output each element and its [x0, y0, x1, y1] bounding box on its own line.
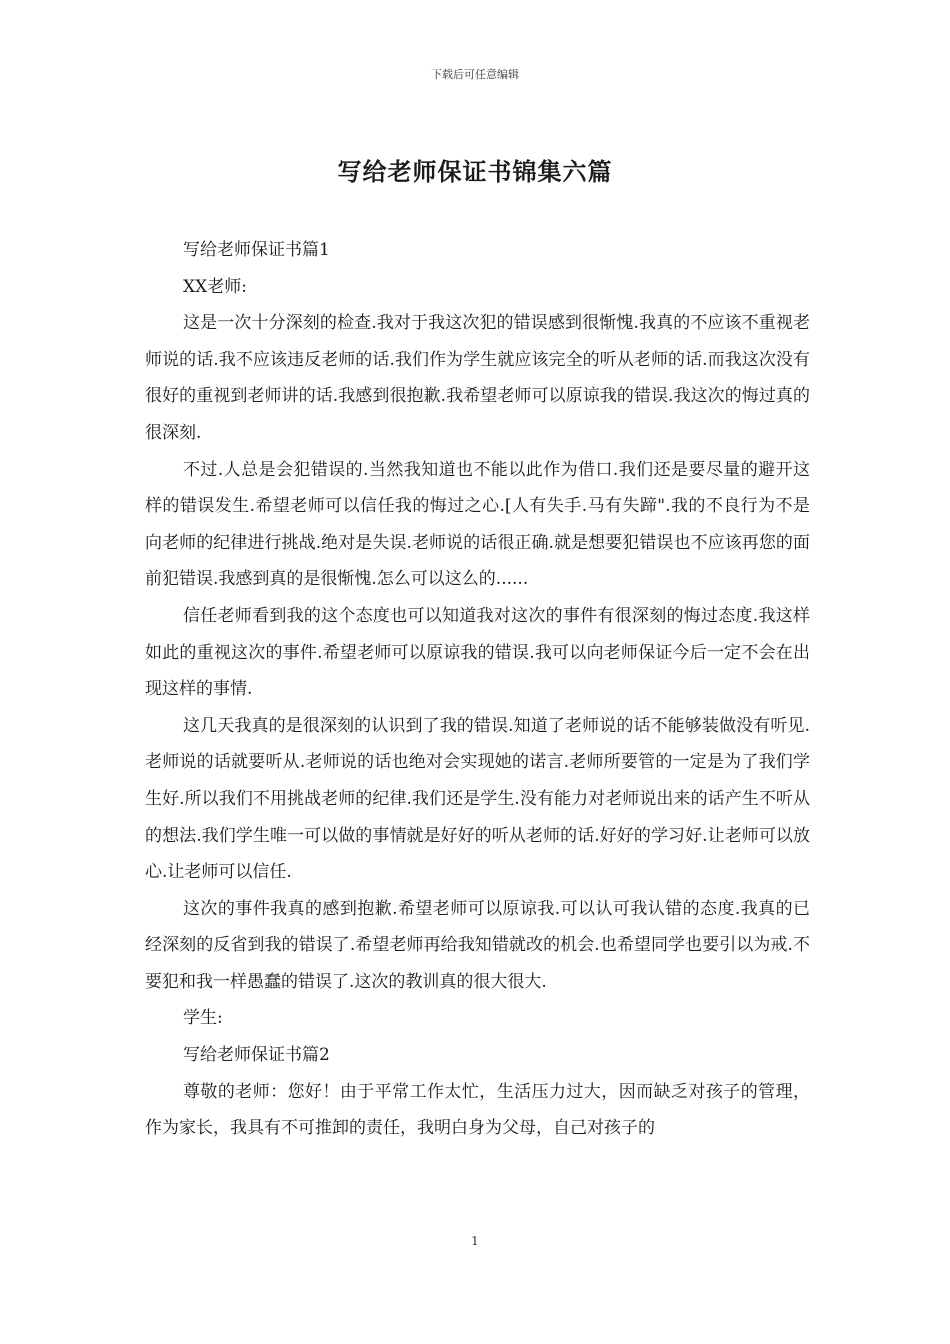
section-heading-1: 写给老师保证书篇1	[183, 240, 330, 260]
signature-line: 学生:	[183, 1008, 223, 1029]
document-body	[145, 232, 810, 1147]
paragraph: 尊敬的老师：您好！由于平常工作太忙，生活压力过大，因而缺乏对孩子的管理，作为家长，我具有不可推卸的责任，我明白身为父母，自己对孩子的	[145, 1081, 810, 1139]
salutation: XX老师:	[183, 276, 247, 297]
header-note: 下载后可任意编辑	[431, 68, 519, 81]
paragraph: 这次的事件我真的感到抱歉.希望老师可以原谅我.可以认可我认错的态度.我真的已经深刻的反省到我的错误了.希望老师再给我知错就改的机会.也希望同学也要引以为戒.不要犯和我一样愚蠢的错误了.这次的教训真的很大很大.	[145, 898, 810, 992]
paragraph: 不过.人总是会犯错误的.当然我知道也不能以此作为借口.我们还是要尽量的避开这样的错误发生.希望老师可以信任我的悔过之心.[人有失手.马有失蹄".我的不良行为不是向老师的纪律进行挑战.绝对是失误.老师说的话很正确.就是想要犯错误也不应该再您的面前犯错误.我感到真的是很惭愧.怎么可以这么的......	[145, 459, 810, 590]
page-number: 1	[471, 1234, 479, 1248]
paragraph: 这几天我真的是很深刻的认识到了我的错误.知道了老师说的话不能够装做没有听见.老师说的话就要听从.老师说的话也绝对会实现她的诺言.老师所要管的一定是为了我们学生好.所以我们不用挑战老师的纪律.我们还是学生.没有能力对老师说出来的话产生不听从的想法.我们学生唯一可以做的事情就是好好的听从老师的话.好好的学习好.让老师可以放心.让老师可以信任.	[145, 715, 810, 883]
paragraph: 这是一次十分深刻的检查.我对于我这次犯的错误感到很惭愧.我真的不应该不重视老师说的话.我不应该违反老师的话.我们作为学生就应该完全的听从老师的话.而我这次没有很好的重视到老师讲的话.我感到很抱歉.我希望老师可以原谅我的错误.我这次的悔过真的很深刻.	[145, 313, 810, 443]
section-heading-2: 写给老师保证书篇2	[183, 1045, 330, 1066]
paragraph: 信任老师看到我的这个态度也可以知道我对这次的事件有很深刻的悔过态度.我这样如此的重视这次的事件.希望老师可以原谅我的错误.我可以向老师保证今后一定不会在出现这样的事情.	[145, 605, 810, 700]
document-title: 写给老师保证书锦集六篇	[337, 158, 613, 186]
